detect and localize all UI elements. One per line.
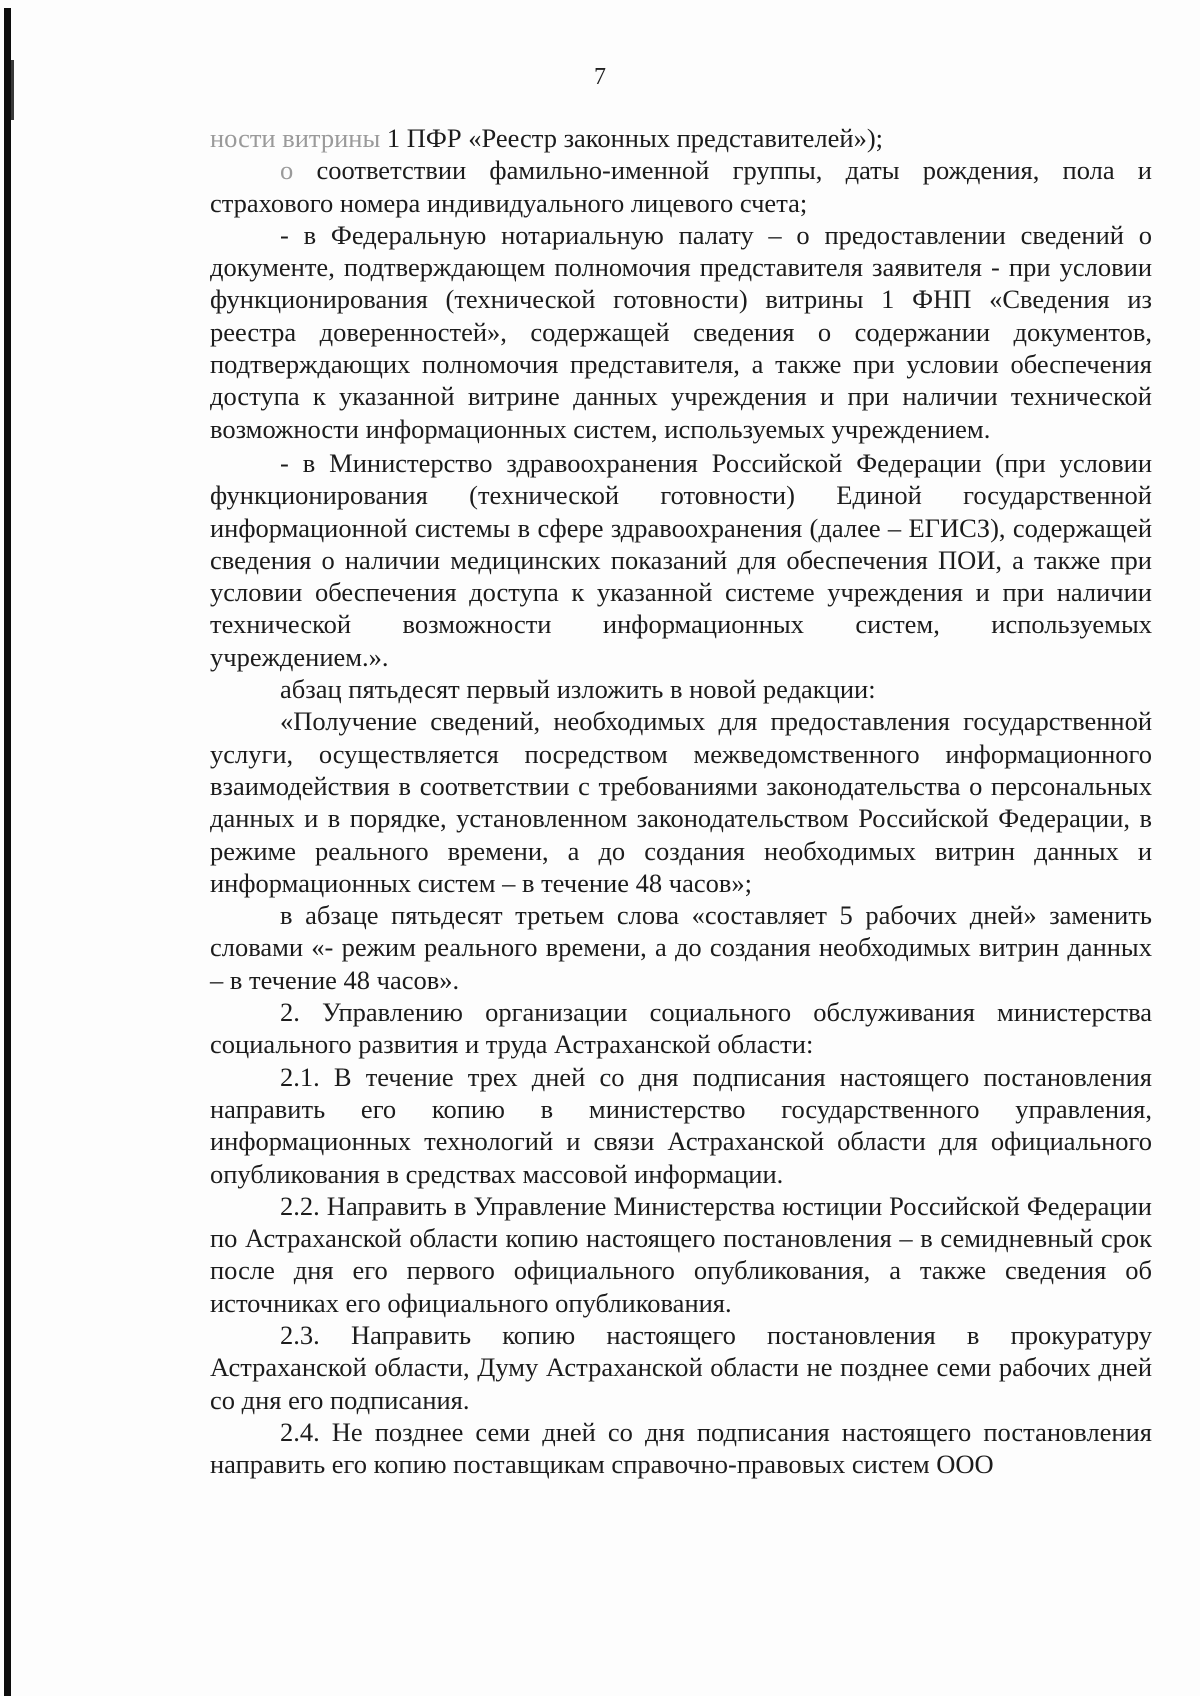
- paragraph-text: 2.1. В течение трех дней со дня подписания настоящего постановления направить его копию в министерство государственного управления, информационных технологий и связи Астраханской области для официального опубликования в средствах массовой информации.: [210, 1061, 1152, 1189]
- paragraph-text: 2.4. Не позднее семи дней со дня подписания настоящего постановления направить его копию поставщикам справочно-правовых систем ООО: [210, 1416, 1152, 1480]
- paragraph-text: «Получение сведений, необходимых для предоставления государственной услуги, осуществляется посредством межведомственного информационного взаимодействия в соответствии с требованиями законодательства о персональных данных и в порядке, установленном законодательством Российской Федерации, в режиме реального времени, а до создания необходимых витрин данных и информационных систем – в течение 48 часов»;: [210, 706, 1152, 898]
- paragraph-text: 2. Управлению организации социального обслуживания министерства социального развития и труда Астраханской области:: [210, 997, 1152, 1060]
- paragraph-clause-2-3: [210, 1319, 1152, 1416]
- paragraph-clause-2: [210, 996, 1152, 1061]
- scan-border-left: [4, 8, 11, 1696]
- document-body: [210, 122, 1152, 1480]
- paragraph-text: 2.3. Направить копию настоящего постановления в прокуратуру Астраханской области, Думу Астраханской области не позднее семи рабочих дней со дня его подписания.: [210, 1319, 1152, 1415]
- paragraph-health-ministry: [210, 447, 1152, 673]
- faded-scan-text: ности витрины: [210, 123, 381, 153]
- paragraph-text: 2.2. Направить в Управление Министерства юстиции Российской Федерации по Астраханской области копию настоящего постановления – в семидневный срок после дня его первого официального опубликования, а также сведения об источниках его официального опубликования.: [210, 1190, 1152, 1318]
- paragraph-continuation: [210, 122, 1152, 154]
- paragraph-clause-2-2: [210, 1190, 1152, 1319]
- paragraph-amendment-51: [210, 673, 1152, 705]
- paragraph-text: в абзаце пятьдесят третьем слова «составляет 5 рабочих дней» заменить словами «- режим реального времени, а до создания необходимых витрин данных – в течение 48 часов».: [210, 900, 1152, 995]
- page-number: 7: [594, 64, 606, 90]
- paragraph-amendment-53: [210, 899, 1152, 996]
- paragraph-clause-2-1: [210, 1061, 1152, 1190]
- paragraph-snils-check: [210, 154, 1152, 219]
- paragraph-text: - в Федеральную нотариальную палату – о предоставлении сведений о документе, подтверждающем полномочия представителя заявителя - при условии функционирования (технической готовности) витрины 1 ФНП «Сведения из реестра доверенностей», содержащей сведения о содержании документов, подтверждающих полномочия представителя, а также при условии обеспечения доступа к указанной витрине данных учреждения и при наличии технической возможности информационных систем, используемых учреждением.: [210, 219, 1152, 444]
- faded-scan-text: о: [280, 155, 294, 186]
- paragraph-new-wording: [210, 705, 1152, 899]
- paragraph-text: 1 ПФР «Реестр законных представителей»);: [380, 123, 884, 153]
- paragraph-notary-chamber: [210, 219, 1152, 445]
- paragraph-clause-2-4: [210, 1416, 1152, 1481]
- paragraph-text: - в Министерство здравоохранения Российской Федерации (при условии функционирования (технической готовности) Единой государственной информационной системы в сфере здравоохранения (далее – ЕГИСЗ), содержащей сведения о наличии медицинских показаний для обеспечения ПОИ, а также при условии обеспечения доступа к указанной системе учреждения и при наличии технической возможности информационных систем, используемых учреждением.».: [210, 447, 1152, 672]
- paragraph-text: соответствии фамильно-именной группы, даты рождения, пола и страхового номера индивидуального лицевого счета;: [210, 155, 1152, 218]
- paragraph-text: абзац пятьдесят первый изложить в новой редакции:: [280, 674, 876, 705]
